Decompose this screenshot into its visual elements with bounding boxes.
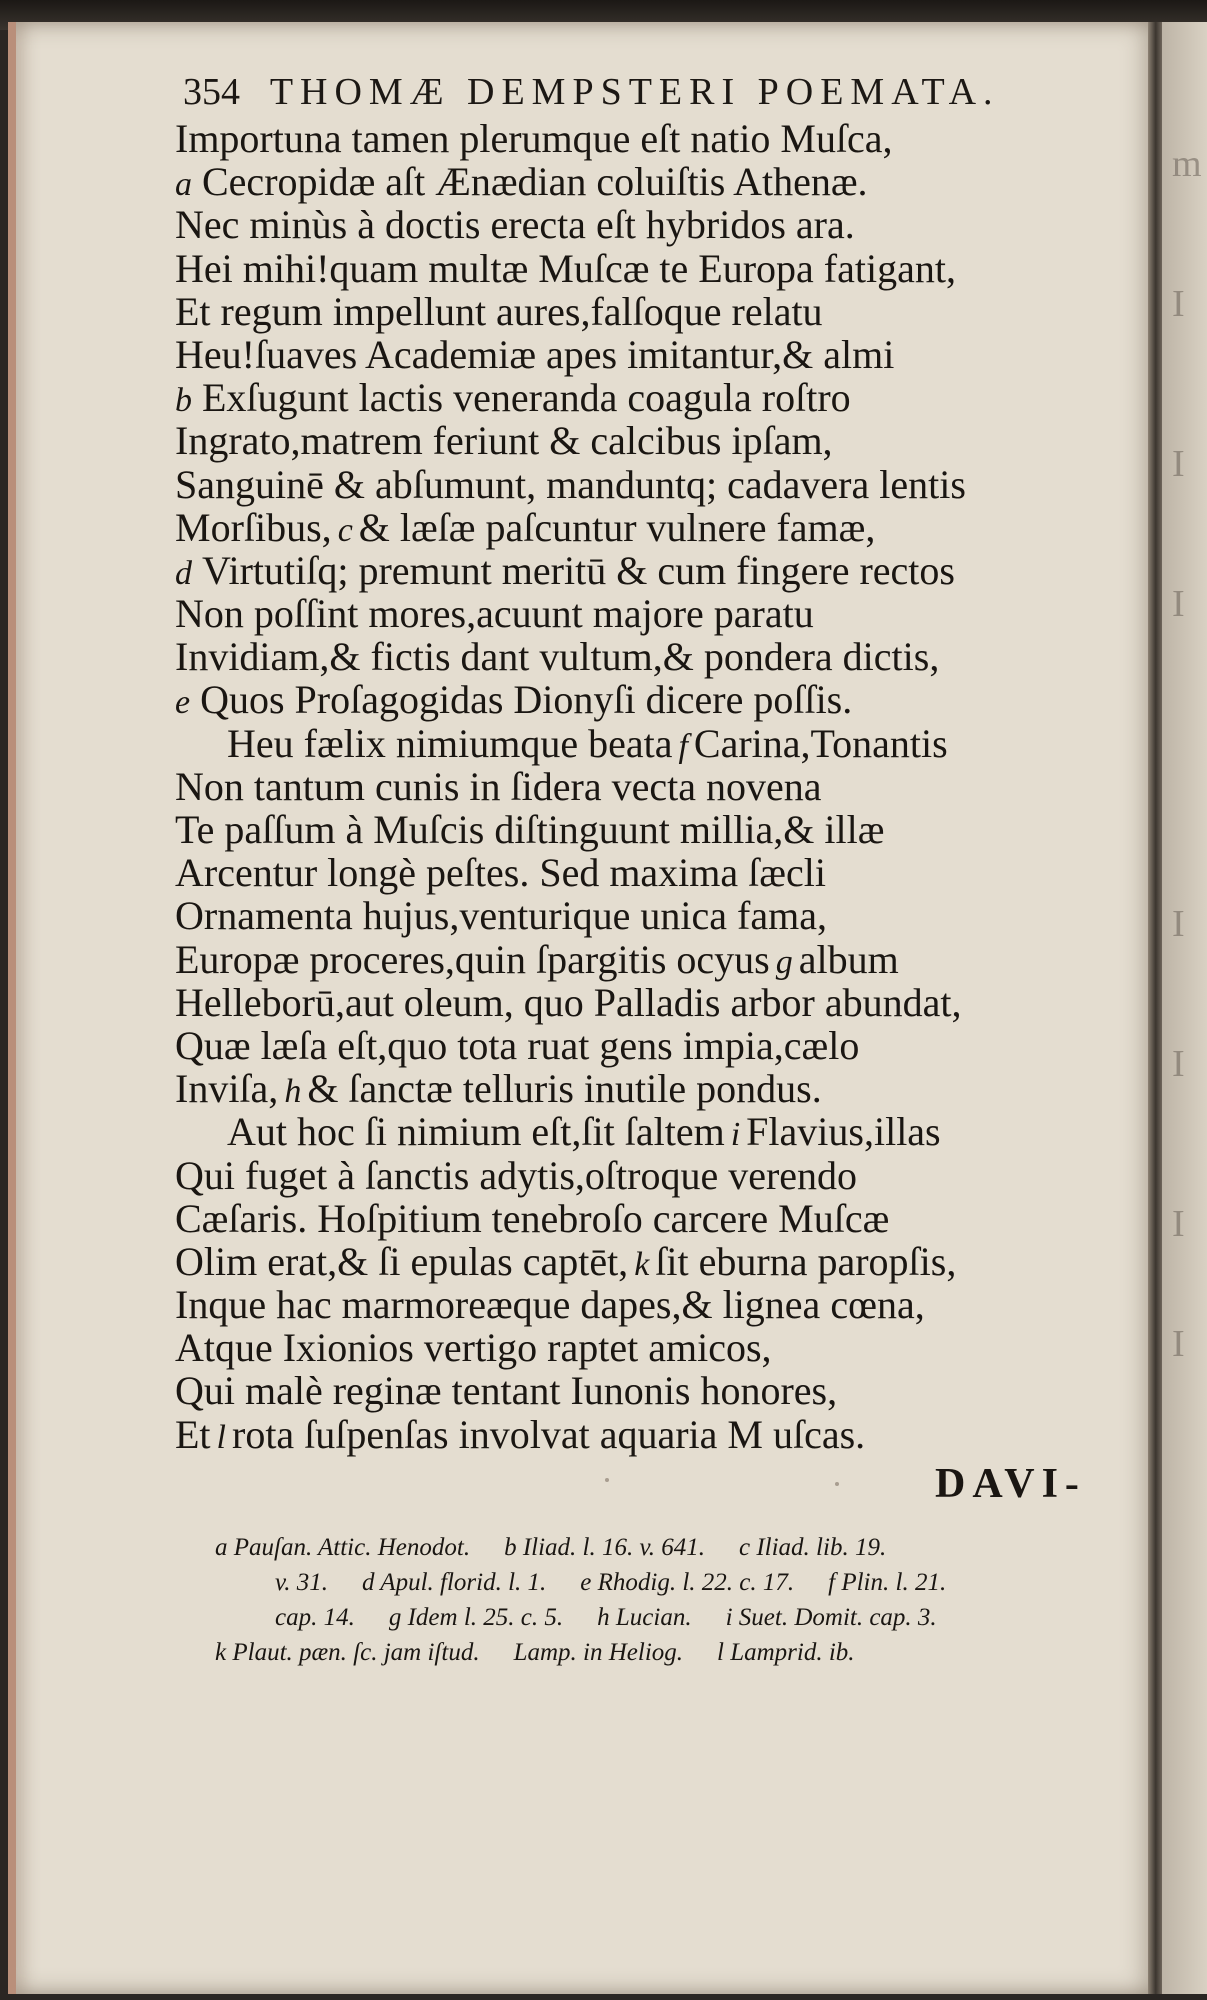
verse-text: Quæ læſa eſt,quo tota ruat gens impia,cælo: [175, 1022, 860, 1068]
footnote-reference: f Plin. l. 21.: [828, 1569, 947, 1596]
footnote-reference: e Rhodig. l. 22. c. 17.: [580, 1569, 795, 1596]
note-marker: g: [775, 943, 793, 981]
verse-line: [175, 549, 1125, 592]
verse-text: Inque hac marmoreæque dapes,& lignea cœna,: [175, 1282, 925, 1328]
verse-line: [175, 247, 1125, 290]
verse-line: [175, 376, 1125, 419]
verse-text: Atque Ixionios vertigo raptet amicos,: [175, 1325, 772, 1371]
verse-text: & læſæ paſcuntur vulnere famæ,: [358, 504, 876, 550]
verse-text: Olim erat,& ſi epulas captēt,: [175, 1238, 629, 1284]
verse-text: & ſanctæ telluris inutile pondus.: [307, 1066, 822, 1112]
verse-line: [175, 1413, 1125, 1456]
verse-line: [175, 1067, 1125, 1110]
verse-line: [175, 117, 1125, 160]
verse-text: Et: [175, 1411, 211, 1457]
verse-line: [175, 1369, 1125, 1412]
footnote-reference: c Iliad. lib. 19.: [738, 1534, 887, 1561]
verse-text: Cæſaris. Hoſpitium tenebroſo carcere Muſcæ: [175, 1195, 890, 1241]
ink-speck: [605, 1478, 609, 1482]
verse-text: Virtutiſq; premunt meritū & cum fingere rectos: [202, 547, 955, 593]
verse-text: Flavius,illas: [746, 1109, 941, 1155]
verse-line: [175, 419, 1125, 462]
note-marker: b: [175, 382, 192, 420]
verse-line: [175, 938, 1125, 981]
verse-text: ſit eburna paropſis,: [655, 1238, 957, 1284]
page-header: [183, 70, 1033, 120]
footnote-reference: Lamp. in Heliog.: [513, 1639, 684, 1666]
verse-line: [175, 592, 1125, 635]
verse-line: [175, 1283, 1125, 1326]
verse-text: Inviſa,: [175, 1066, 279, 1112]
verse-line: [175, 1110, 1125, 1153]
poem-text: [175, 117, 1125, 1456]
note-marker: c: [337, 511, 353, 549]
verse-line: [175, 1024, 1125, 1067]
verse-text: Te paſſum à Muſcis diſtinguunt millia,& illæ: [175, 807, 885, 852]
footnote-reference: d Apul. florid. l. 1.: [362, 1569, 547, 1596]
verse-text: Non tantum cunis in ſidera vecta novena: [175, 763, 822, 809]
verse-text: Nec minùs à doctis erecta eſt hybridos ara.: [175, 202, 855, 248]
note-marker: a: [175, 166, 192, 204]
verse-line: [175, 851, 1125, 894]
footnote-reference: cap. 14.: [275, 1604, 355, 1631]
footnote-reference: k Plaut. pæn. ſc. jam iſtud.: [215, 1639, 480, 1666]
verse-text: Ingrato,matrem feriunt & calcibus ipſam,: [175, 418, 833, 464]
verse-text: Arcentur longè peſtes. Sed maxima ſæcli: [175, 850, 826, 896]
footnote-reference: g Idem l. 25. c. 5.: [388, 1604, 564, 1631]
verse-text: Cecropidæ aſt Ænædian coluiſtis Athenæ.: [202, 159, 868, 205]
verse-text: rota ſuſpenſas involvat aquaria M uſcas.: [232, 1411, 866, 1457]
verse-line: [175, 1240, 1125, 1283]
footnote-row: [215, 1530, 1115, 1565]
verse-text: Helleborū,aut oleum, quo Palladis arbor abundat,: [175, 979, 962, 1025]
verse-text: Ornamenta hujus,venturique unica fama,: [175, 893, 827, 939]
verse-line: [175, 678, 1125, 721]
verse-text: Qui malè reginæ tentant Iunonis honores,: [175, 1368, 838, 1414]
note-marker: f: [678, 727, 688, 765]
page-number: 354: [183, 71, 240, 113]
verse-line: [175, 160, 1125, 203]
verse-text: Exſugunt lactis veneranda coagula roſtro: [202, 375, 851, 421]
facing-page-edge: m I I I I I I I: [1162, 22, 1207, 1994]
footnotes: [215, 1530, 1115, 1670]
note-marker: k: [634, 1245, 650, 1283]
verse-line: [175, 981, 1125, 1024]
footnote-reference: h Lucian.: [597, 1604, 692, 1631]
footnote-reference: a Pauſan. Attic. Henodot.: [215, 1534, 471, 1561]
verse-text: Carina,Tonantis: [693, 720, 948, 766]
verse-text: Importuna tamen plerumque eſt natio Muſca,: [175, 116, 893, 161]
footnote-reference: l Lamprid. ib.: [717, 1639, 855, 1666]
verse-text: Heu fælix nimiumque beata: [227, 720, 673, 766]
verse-text: Aut hoc ſi nimium eſt,ſit ſaltem: [227, 1109, 725, 1155]
footnote-reference: b Iliad. l. 16. v. 641.: [504, 1534, 705, 1561]
verse-line: [175, 808, 1125, 851]
catchword: DAVI-: [935, 1461, 1086, 1507]
verse-text: Europæ proceres,quin ſpargitis ocyus: [175, 936, 770, 982]
verse-line: [175, 203, 1125, 246]
verse-line: [175, 722, 1125, 765]
verse-line: [175, 1154, 1125, 1197]
verse-line: [175, 290, 1125, 333]
verse-line: [175, 894, 1125, 937]
note-marker: e: [175, 684, 191, 722]
footnote-reference: i Suet. Domit. cap. 3.: [725, 1604, 937, 1631]
note-marker: d: [175, 554, 192, 592]
verse-text: Quos Proſagogidas Dionyſi dicere poſſis.: [200, 677, 853, 723]
note-marker: l: [216, 1418, 226, 1456]
verse-text: Non poſſint mores,acuunt majore paratu: [175, 591, 814, 637]
verse-line: [175, 1326, 1125, 1369]
verse-text: album: [798, 936, 899, 982]
verse-text: Morſibus,: [175, 504, 332, 550]
book-gutter: [1148, 22, 1162, 1994]
verse-line: [175, 765, 1125, 808]
verse-line: [175, 333, 1125, 376]
footnote-row: [215, 1635, 1115, 1670]
verse-line: [175, 1197, 1125, 1240]
verse-text: Qui fuget à ſanctis adytis,oſtroque verendo: [175, 1152, 858, 1198]
footnote-row: [215, 1565, 1115, 1600]
ink-speck: [835, 1482, 839, 1486]
verse-text: Invidiam,& fictis dant vultum,& pondera dictis,: [175, 634, 940, 680]
note-marker: h: [284, 1073, 302, 1111]
note-marker: i: [730, 1116, 741, 1154]
verse-text: Heu!ſuaves Academiæ apes imitantur,& almi: [175, 331, 895, 377]
verse-text: Hei mihi!quam multæ Muſcæ te Europa fatigant,: [175, 245, 956, 291]
verse-text: Et regum impellunt aures,falſoque relatu: [175, 288, 823, 334]
verse-text: Sanguinē & abſumunt, manduntq; cadavera lentis: [175, 461, 966, 507]
footnote-row: [215, 1600, 1115, 1635]
verse-line: [175, 506, 1125, 549]
running-title: THOMÆ DEMPSTERI POEMATA.: [269, 71, 1000, 113]
verse-line: [175, 635, 1125, 678]
verse-line: [175, 463, 1125, 506]
footnote-reference: v. 31.: [275, 1569, 328, 1596]
